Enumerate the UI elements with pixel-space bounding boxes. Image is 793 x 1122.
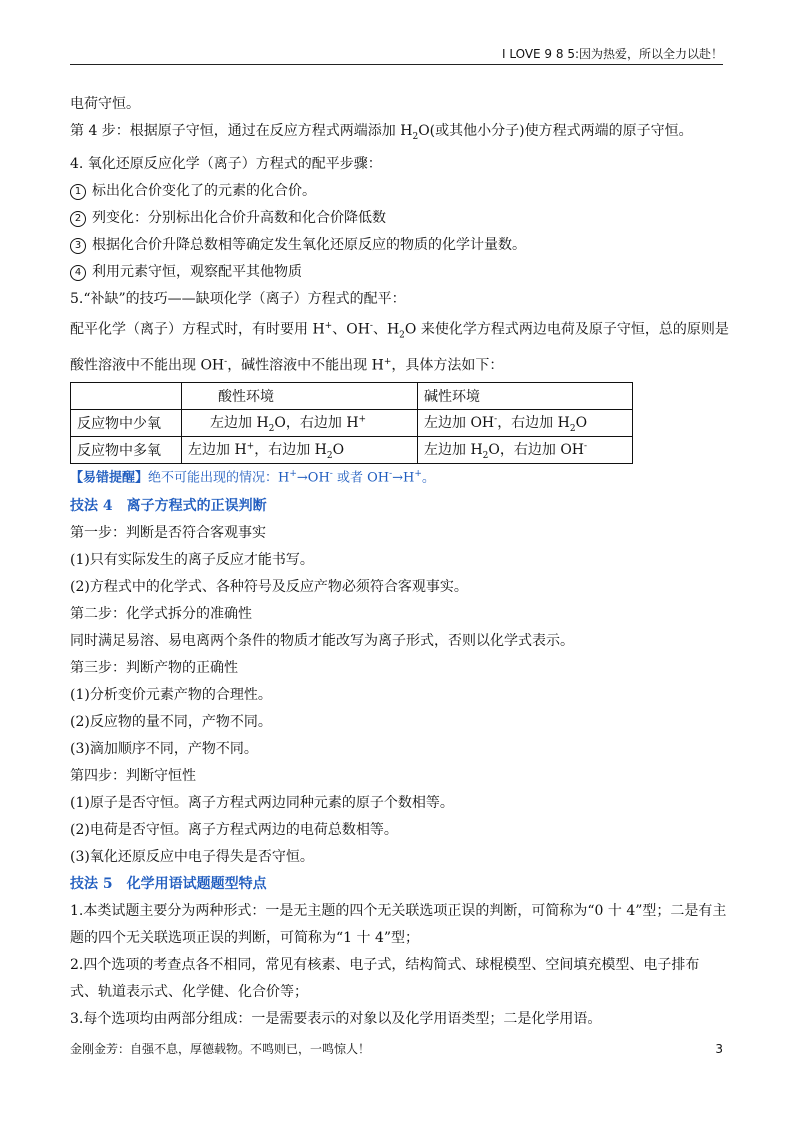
section-heading: 技法 4 离子方程式的正误判断 — [70, 498, 267, 515]
text-line: 2.四个选项的考查点各不相同，常见有核素、电子式，结构简式、球棍模型、空间填充模型、电子排布 — [70, 957, 700, 974]
step-item: 2 列变化：分别标出化合价升高数和化合价降低数 — [70, 205, 723, 232]
step-item: 1 标出化合价变化了的元素的化合价。 — [70, 178, 723, 205]
section-heading: 技法 5 化学用语试题题型特点 — [70, 876, 267, 893]
text-line: 第三步：判断产物的正确性 — [70, 660, 238, 677]
table-row — [71, 436, 633, 463]
table-cell: 左边加 $H_2O$，右边加 H+ — [182, 409, 418, 436]
text-line: (3)氧化还原反应中电子得失是否守恒。 — [70, 849, 314, 866]
table-row — [71, 409, 633, 436]
table-row — [71, 382, 633, 409]
text-line: (2)方程式中的化学式、各种符号及反应产物必须符合客观事实。 — [70, 579, 468, 596]
text-line: 5.“补缺”的技巧——缺项化学（离子）方程式的配平： — [70, 290, 406, 307]
text-line: (1)分析变价元素产物的合理性。 — [70, 687, 272, 704]
text-line: 1.本类试题主要分为两种形式：一是无主题的四个无关联选项正误的判断，可简称为“0 十 4”型；二是有主 — [70, 903, 727, 920]
page-header — [70, 44, 723, 65]
page-footer — [70, 1040, 723, 1058]
warning-note: 【易错提醒】绝不可能出现的情况：H+→OH- 或者 OH-→H+。 — [70, 468, 435, 486]
circled-number: 2 — [70, 211, 86, 227]
text-line: 第 4 步：根据原子守恒，通过在反应方程式两端添加 $H_2O$(或其他小分子)使方程式两端的原子守恒。 — [70, 123, 693, 142]
table-cell — [71, 382, 182, 409]
environment-table — [70, 382, 633, 464]
text-line: 3.每个选项均由两部分组成：一是需要表示的对象以及化学用语类型；二是化学用语。 — [70, 1011, 602, 1028]
text-line: 第二步：化学式拆分的准确性 — [70, 606, 252, 623]
table-cell: 左边加 $H_2O$，右边加 OH- — [418, 436, 633, 463]
table-header-base: 碱性环境 — [418, 382, 633, 409]
text-line: 酸性溶液中不能出现 OH-，碱性溶液中不能出现 H+，具体方法如下： — [70, 357, 504, 374]
table-header-acid: 酸性环境 — [182, 382, 418, 409]
text-line: (2)电荷是否守恒。离子方程式两边的电荷总数相等。 — [70, 822, 398, 839]
text-line: (3)滴加顺序不同，产物不同。 — [70, 741, 258, 758]
circled-number: 1 — [70, 184, 86, 200]
text-line: 配平化学（离子）方程式时，有时要用 H+、OH-、$H_2O$ 来使化学方程式两边电荷及原子守恒，总的原则是 — [70, 320, 729, 341]
step-item: 4 利用元素守恒，观察配平其他物质 — [70, 259, 723, 286]
step-item: 3 根据化合价升降总数相等确定发生氧化还原反应的物质的化学计量数。 — [70, 232, 723, 259]
footer-motto: 金刚金芳：自强不息，厚德载物。不鸣则已，一鸣惊人！ — [70, 1042, 371, 1056]
table-cell: 反应物中少氧 — [71, 409, 182, 436]
circled-number: 3 — [70, 238, 86, 254]
circled-number: 4 — [70, 265, 86, 281]
text-line: 式、轨道表示式、化学健、化合价等； — [70, 984, 308, 1001]
text-line: 电荷守恒。 — [70, 96, 140, 112]
text-line: 第四步：判断守恒性 — [70, 768, 196, 785]
text-line: 第一步：判断是否符合客观事实 — [70, 525, 266, 542]
text-line: 同时满足易溶、易电离两个条件的物质才能改写为离子形式，否则以化学式表示。 — [70, 633, 574, 650]
table-cell: 反应物中多氧 — [71, 436, 182, 463]
text-line: 4. 氧化还原反应化学（离子）方程式的配平步骤： — [70, 155, 382, 172]
text-line: 题的四个无关联选项正误的判断，可简称为“1 十 4”型； — [70, 930, 420, 947]
table-cell: 左边加 OH-，右边加 $H_2O$ — [418, 409, 633, 436]
text-line: (1)只有实际发生的离子反应才能书写。 — [70, 552, 314, 569]
page-number: 3 — [715, 1042, 723, 1056]
warning-tag: 【易错提醒】 — [70, 470, 149, 486]
text-line: (2)反应物的量不同，产物不同。 — [70, 714, 272, 731]
page-content — [70, 91, 729, 1033]
header-text: I LOVE 9 8 5:因为热爱，所以全力以赴！ — [501, 47, 723, 61]
table-cell: 左边加 H+，右边加 $H_2O$ — [182, 436, 418, 463]
text-line: (1)原子是否守恒。离子方程式两边同种元素的原子个数相等。 — [70, 795, 454, 812]
